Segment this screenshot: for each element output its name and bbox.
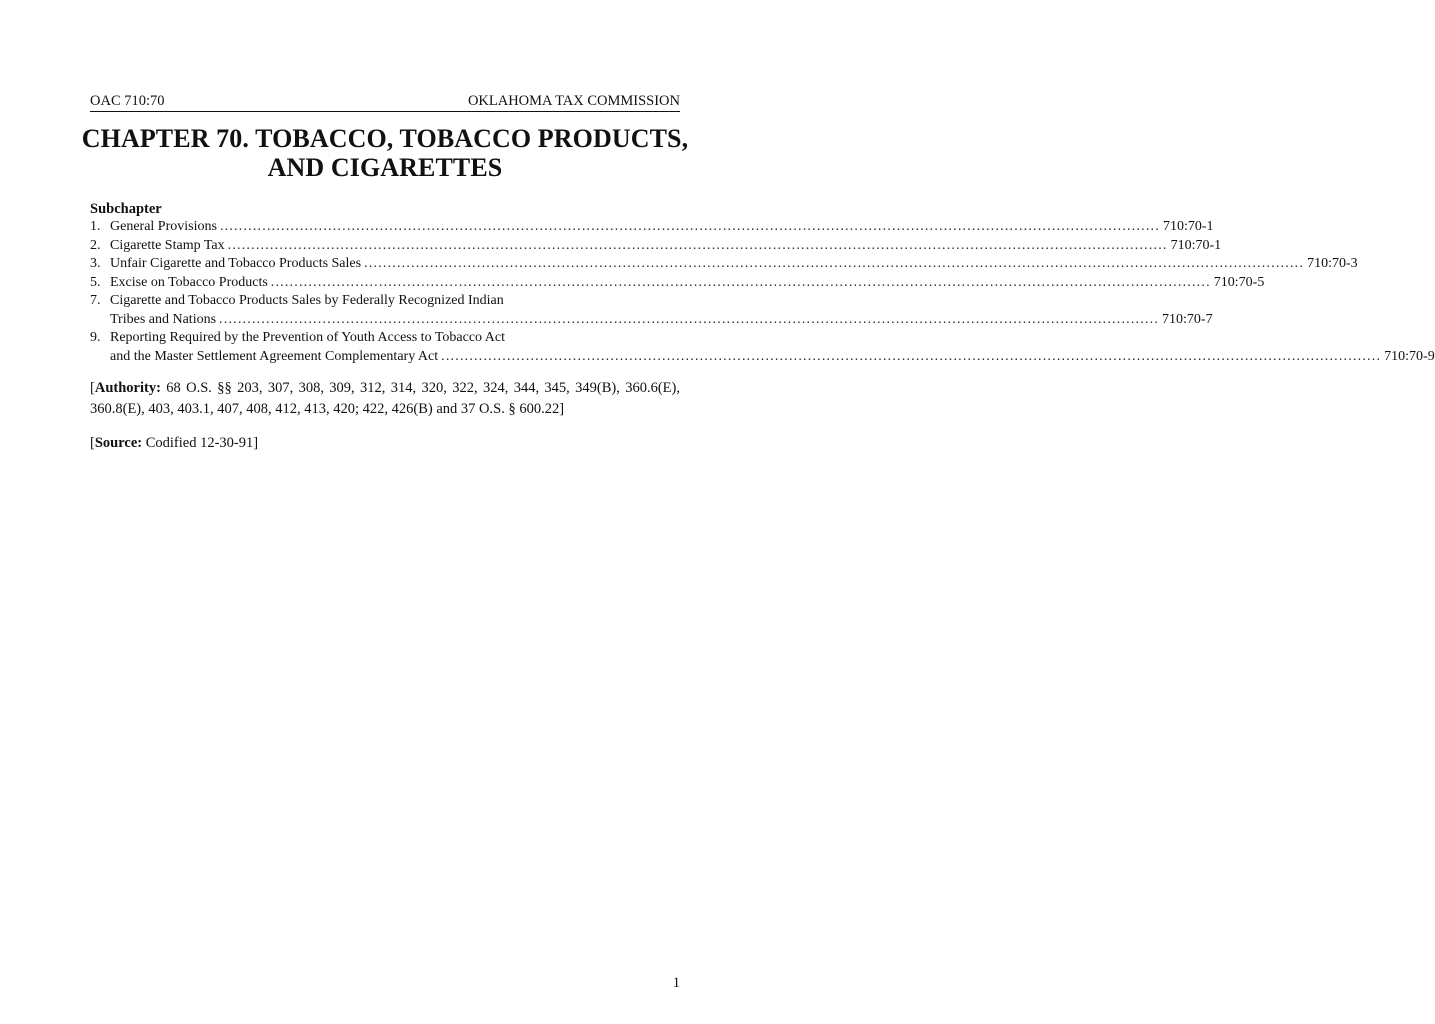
chapter-title-line-1: CHAPTER 70. TOBACCO, TOBACCO PRODUCTS, bbox=[81, 124, 689, 153]
source-open-bracket: [ bbox=[90, 435, 95, 451]
toc-dot-leader: ........................................................................................................................................................................................................ bbox=[364, 256, 1305, 271]
source-text: Codified 12-30-91] bbox=[142, 435, 259, 451]
toc-item-title: Cigarette and Tobacco Products Sales by Federally Recognized Indian bbox=[110, 293, 504, 308]
toc-item-page: 710:70-7 bbox=[1162, 311, 1213, 327]
toc-row bbox=[90, 329, 680, 348]
chapter-title bbox=[80, 124, 690, 182]
toc-item-title: General Provisions bbox=[110, 219, 217, 234]
toc-item-number: 9. bbox=[90, 330, 101, 345]
toc-dot-leader: ........................................................................................................................................................................................................ bbox=[219, 311, 1160, 327]
toc-item-title: Excise on Tobacco Products bbox=[110, 274, 268, 290]
toc-item-title: Reporting Required by the Prevention of Youth Access to Tobacco Act bbox=[110, 330, 505, 345]
header-code: OAC 710:70 bbox=[90, 93, 165, 109]
toc-item-number: 5. bbox=[90, 274, 101, 290]
toc-item-number: 3. bbox=[90, 256, 101, 271]
page-number: 1 bbox=[672, 975, 680, 991]
toc-item-page: 710:70-9 bbox=[1384, 348, 1435, 364]
toc-item-page: 710:70-3 bbox=[1307, 256, 1358, 271]
toc-row bbox=[90, 348, 1435, 367]
authority-open-bracket: [ bbox=[90, 380, 95, 396]
toc-row bbox=[90, 237, 1222, 256]
chapter-title-line-2: AND CIGARETTES bbox=[267, 153, 503, 182]
authority-text: 68 O.S. §§ 203, 307, 308, 309, 312, 314, 320, 322, 324, 344, 345, 349(B), 360.6(E), 360.8(E), 403, 403.1, 407, 408, 412, 413, 420; 422, 426(B) and 37 O.S. § 600.22] bbox=[90, 380, 680, 417]
toc-item-number: 7. bbox=[90, 293, 101, 308]
toc-row bbox=[90, 292, 680, 311]
toc-item-page: 710:70-1 bbox=[1170, 237, 1222, 253]
toc-dot-leader: ........................................................................................................................................................................................................ bbox=[227, 237, 1168, 253]
authority-note bbox=[90, 378, 680, 420]
toc-item-number: 2. bbox=[90, 237, 101, 253]
toc-row bbox=[90, 255, 1358, 274]
toc-row bbox=[90, 274, 1265, 293]
subchapter-table-of-contents bbox=[90, 218, 1435, 366]
toc-row bbox=[90, 311, 1213, 330]
toc-item-title: Tribes and Nations bbox=[110, 311, 217, 327]
subchapter-heading: Subchapter bbox=[90, 201, 162, 217]
toc-item-page: 710:70-1 bbox=[1162, 219, 1214, 234]
header-agency: OKLAHOMA TAX COMMISSION bbox=[467, 93, 680, 109]
source-note bbox=[90, 433, 680, 453]
running-header bbox=[90, 93, 680, 110]
toc-item-number: 1. bbox=[90, 219, 101, 234]
authority-label: Authority: bbox=[94, 380, 161, 396]
toc-item-title: Cigarette Stamp Tax bbox=[110, 237, 225, 253]
toc-item-page: 710:70-5 bbox=[1213, 274, 1265, 290]
header-rule bbox=[90, 111, 680, 112]
toc-item-title: Unfair Cigarette and Tobacco Products Sales bbox=[110, 256, 362, 271]
toc-dot-leader: ........................................................................................................................................................................................................ bbox=[219, 219, 1160, 234]
toc-dot-leader: ........................................................................................................................................................................................................ bbox=[270, 274, 1211, 290]
toc-row bbox=[90, 218, 1214, 237]
toc-item-title: and the Master Settlement Agreement Complementary Act bbox=[110, 348, 439, 364]
source-label: Source: bbox=[94, 435, 143, 451]
toc-dot-leader: ........................................................................................................................................................................................................ bbox=[441, 348, 1382, 364]
